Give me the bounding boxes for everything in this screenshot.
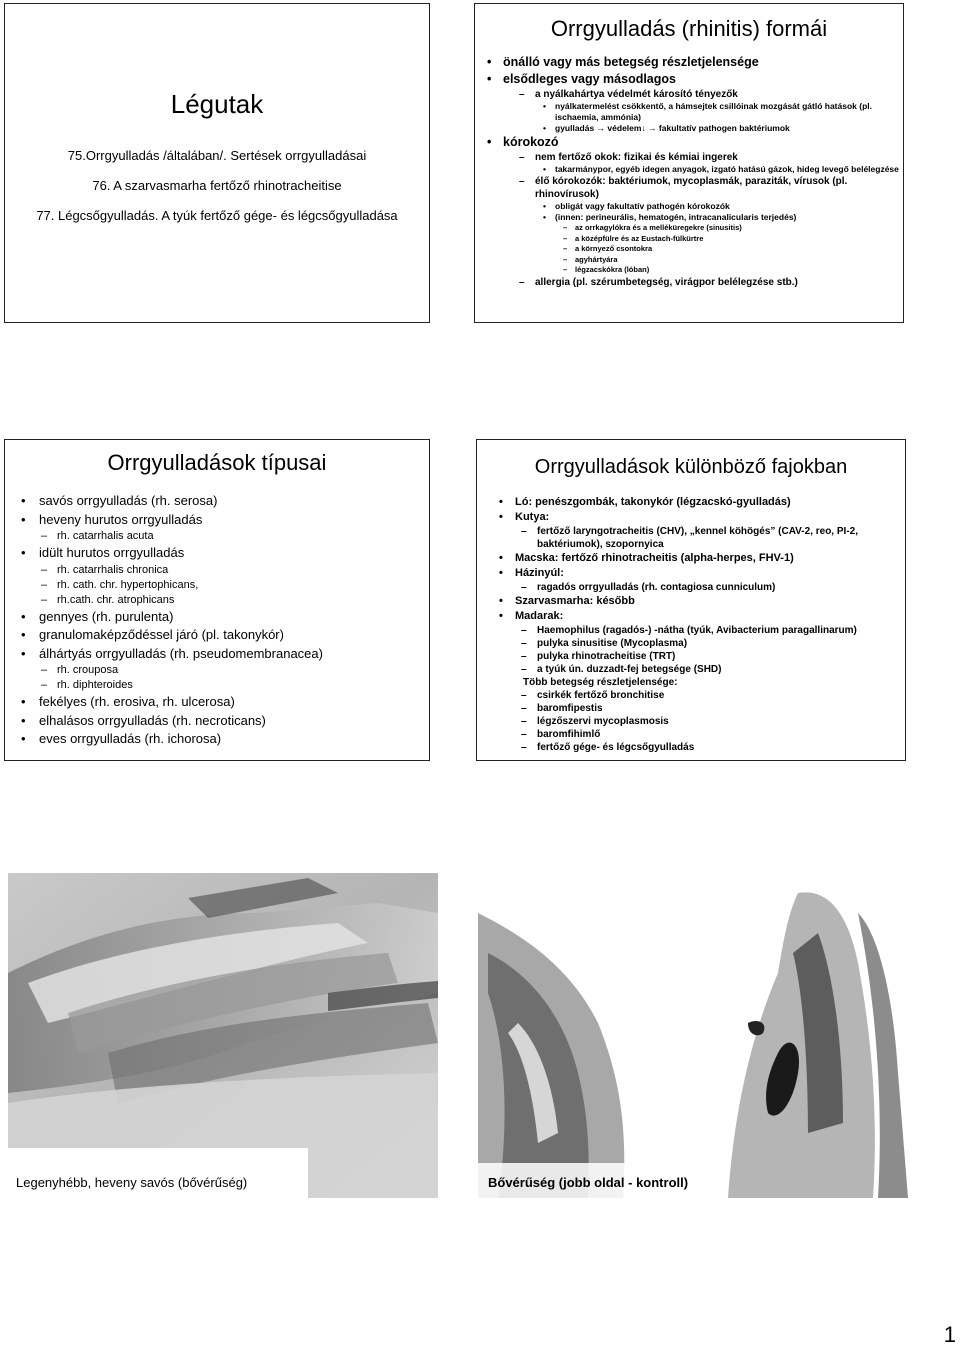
slide2-list [475,54,903,289]
slide-legutak [4,3,430,323]
slide2-line-l3: • gyulladás → védelem↓ → fakultatív pathogen baktériumok [475,123,903,134]
slide4-line-k2: – ragadós orrgyulladás (rh. contagiosa cunniculum) [477,581,905,594]
slide3-line-t2: – rh.cath. chr. atrophicans [5,593,429,608]
slide4-title: Orrgyulladások különböző fajokban [534,456,848,478]
photo-left-nasal-mucosa [8,873,438,1198]
slide2-line-l2: – a nyálkahártya védelmét károsító tényezők [475,88,903,101]
photo-right-caption: Bővérűség (jobb oldal - kontroll) [488,1175,689,1190]
slide2-line-l2: – allergia (pl. szérumbetegség, virágpor belélegzése stb.) [475,276,903,289]
slide3-line-t2: – rh. cath. chr. hypertophicans, [5,578,429,593]
slide4-line-k2: – baromfihimlő [477,728,905,741]
slide4-line-k2: – fertőző gége- és légcsőgyulladás [477,741,905,754]
slide2-line-l4: – légzacskókra (lóban) [475,265,903,276]
slide2-line-l1: • önálló vagy más betegség részletjelensége [475,54,903,71]
slide2-line-l3: • nyálkatermelést csökkentő, a hámsejtek csillóinak mozgását gátló hatások (pl. ischaemia, ammónia) [475,101,903,123]
slide2-line-l4: – a környező csontokra [475,244,903,255]
photo-left-image [8,873,438,1198]
slide2-line-l3: • takarmánypor, egyéb idegen anyagok, izgató hatású gázok, hideg levegő belélegzése [475,164,903,175]
page-number: 1 [943,1322,956,1347]
slide3-line-t2: – rh. catarrhalis chronica [5,563,429,578]
slide3-line-t1: • savós orrgyulladás (rh. serosa) [5,492,429,511]
slide4-line-k2: – fertőző laryngotracheitis (CHV), „kennel köhögés” (CAV-2, reo, PI-2, baktériumok), szopornyica [477,525,905,551]
slide2-line-l4: – az orrkagylókra és a melléküregekre (sinusitis) [475,223,903,234]
slide2-line-l3: • (innen: perineurális, hematogén, intracanalicularis terjedés) [475,212,903,223]
slide3-list [5,492,429,749]
slide1-item: 77. Légcsőgyulladás. A tyúk fertőző gége- és légcsőgyulladása [36,208,398,223]
slide3-title: Orrgyulladások típusai [107,450,327,475]
slide3-line-t1: • gennyes (rh. purulenta) [5,608,429,627]
slide3-line-t1: • fekélyes (rh. erosiva, rh. ulcerosa) [5,693,429,712]
slide1-title: Légutak [170,89,264,119]
photo-right-nasal-comparison [478,873,908,1198]
slide3-line-t1: • granulomaképződéssel járó (pl. takonykór) [5,626,429,645]
slide4-line-k2: – pulyka sinusitise (Mycoplasma) [477,637,905,650]
slide4-line-k0: Több betegség részletjelensége: [523,677,678,688]
slide4-line-k2: – a tyúk ún. duzzadt-fej betegsége (SHD) [477,663,905,676]
slide2-line-l3: • obligát vagy fakultatív pathogén kórokozók [475,201,903,212]
slide2-title: Orrgyulladás (rhinitis) formái [550,16,828,41]
slide4-line-k2: – baromfipestis [477,702,905,715]
photo-left-caption: Legenyhébb, heveny savós (bővérűség) [16,1175,248,1190]
slide-orrgyulladasok-tipusai [4,439,430,761]
slide4-line-k1: • Macska: fertőző rhinotracheitis (alpha-herpes, FHV-1) [477,551,905,566]
slide4-line-k1: • Kutya: [477,510,905,525]
slide3-line-t1: • elhalásos orrgyulladás (rh. necroticans) [5,712,429,731]
slide-rhinitis-formai [474,3,904,323]
slide4-line-k1: • Ló: penészgombák, takonykór (légzacskó-gyulladás) [477,495,905,510]
slide4-line-k2: – csirkék fertőző bronchitise [477,689,905,702]
slide2-line-l1: • elsődleges vagy másodlagos [475,71,903,88]
slide2-line-l4: – a középfülre és az Eustach-fülkürtre [475,234,903,245]
slide4-line-k1: • Házinyúl: [477,566,905,581]
slide3-line-t2: – rh. diphteroides [5,678,429,693]
slide2-line-l2: – nem fertőző okok: fizikai és kémiai ingerek [475,151,903,164]
slide2-line-l1: • kórokozó [475,134,903,151]
photo-right-image [478,873,908,1198]
slide-orrgyulladasok-fajokban [476,439,906,761]
slide3-line-t2: – rh. catarrhalis acuta [5,529,429,544]
slide3-line-t1: • heveny hurutos orrgyulladás [5,511,429,530]
slide1-item: 76. A szarvasmarha fertőző rhinotracheitise [92,178,342,193]
slide3-line-t1: • idült hurutos orrgyulladás [5,544,429,563]
slide2-line-l4: – agyhártyára [475,255,903,266]
slide4-line-k1: • Madarak: [477,609,905,624]
slide2-line-l2: – élő kórokozók: baktériumok, mycoplasmák, paraziták, vírusok (pl. rhinovírusok) [475,175,903,201]
slide4-line-k2: – légzőszervi mycoplasmosis [477,715,905,728]
slide3-line-t1: • eves orrgyulladás (rh. ichorosa) [5,730,429,749]
slide4-list [477,495,905,754]
slide1-list [5,147,429,237]
slide3-line-t2: – rh. crouposa [5,663,429,678]
slide3-line-t1: • álhártyás orrgyulladás (rh. pseudomembranacea) [5,645,429,664]
slide4-line-k2: – pulyka rhinotracheitise (TRT) [477,650,905,663]
slide4-line-k1: • Szarvasmarha: később [477,594,905,609]
slide1-item: 75.Orrgyulladás /általában/. Sertések orrgyulladásai [67,148,367,163]
slide4-line-k2: – Haemophilus (ragadós-) -nátha (tyúk, Avibacterium paragallinarum) [477,624,905,637]
